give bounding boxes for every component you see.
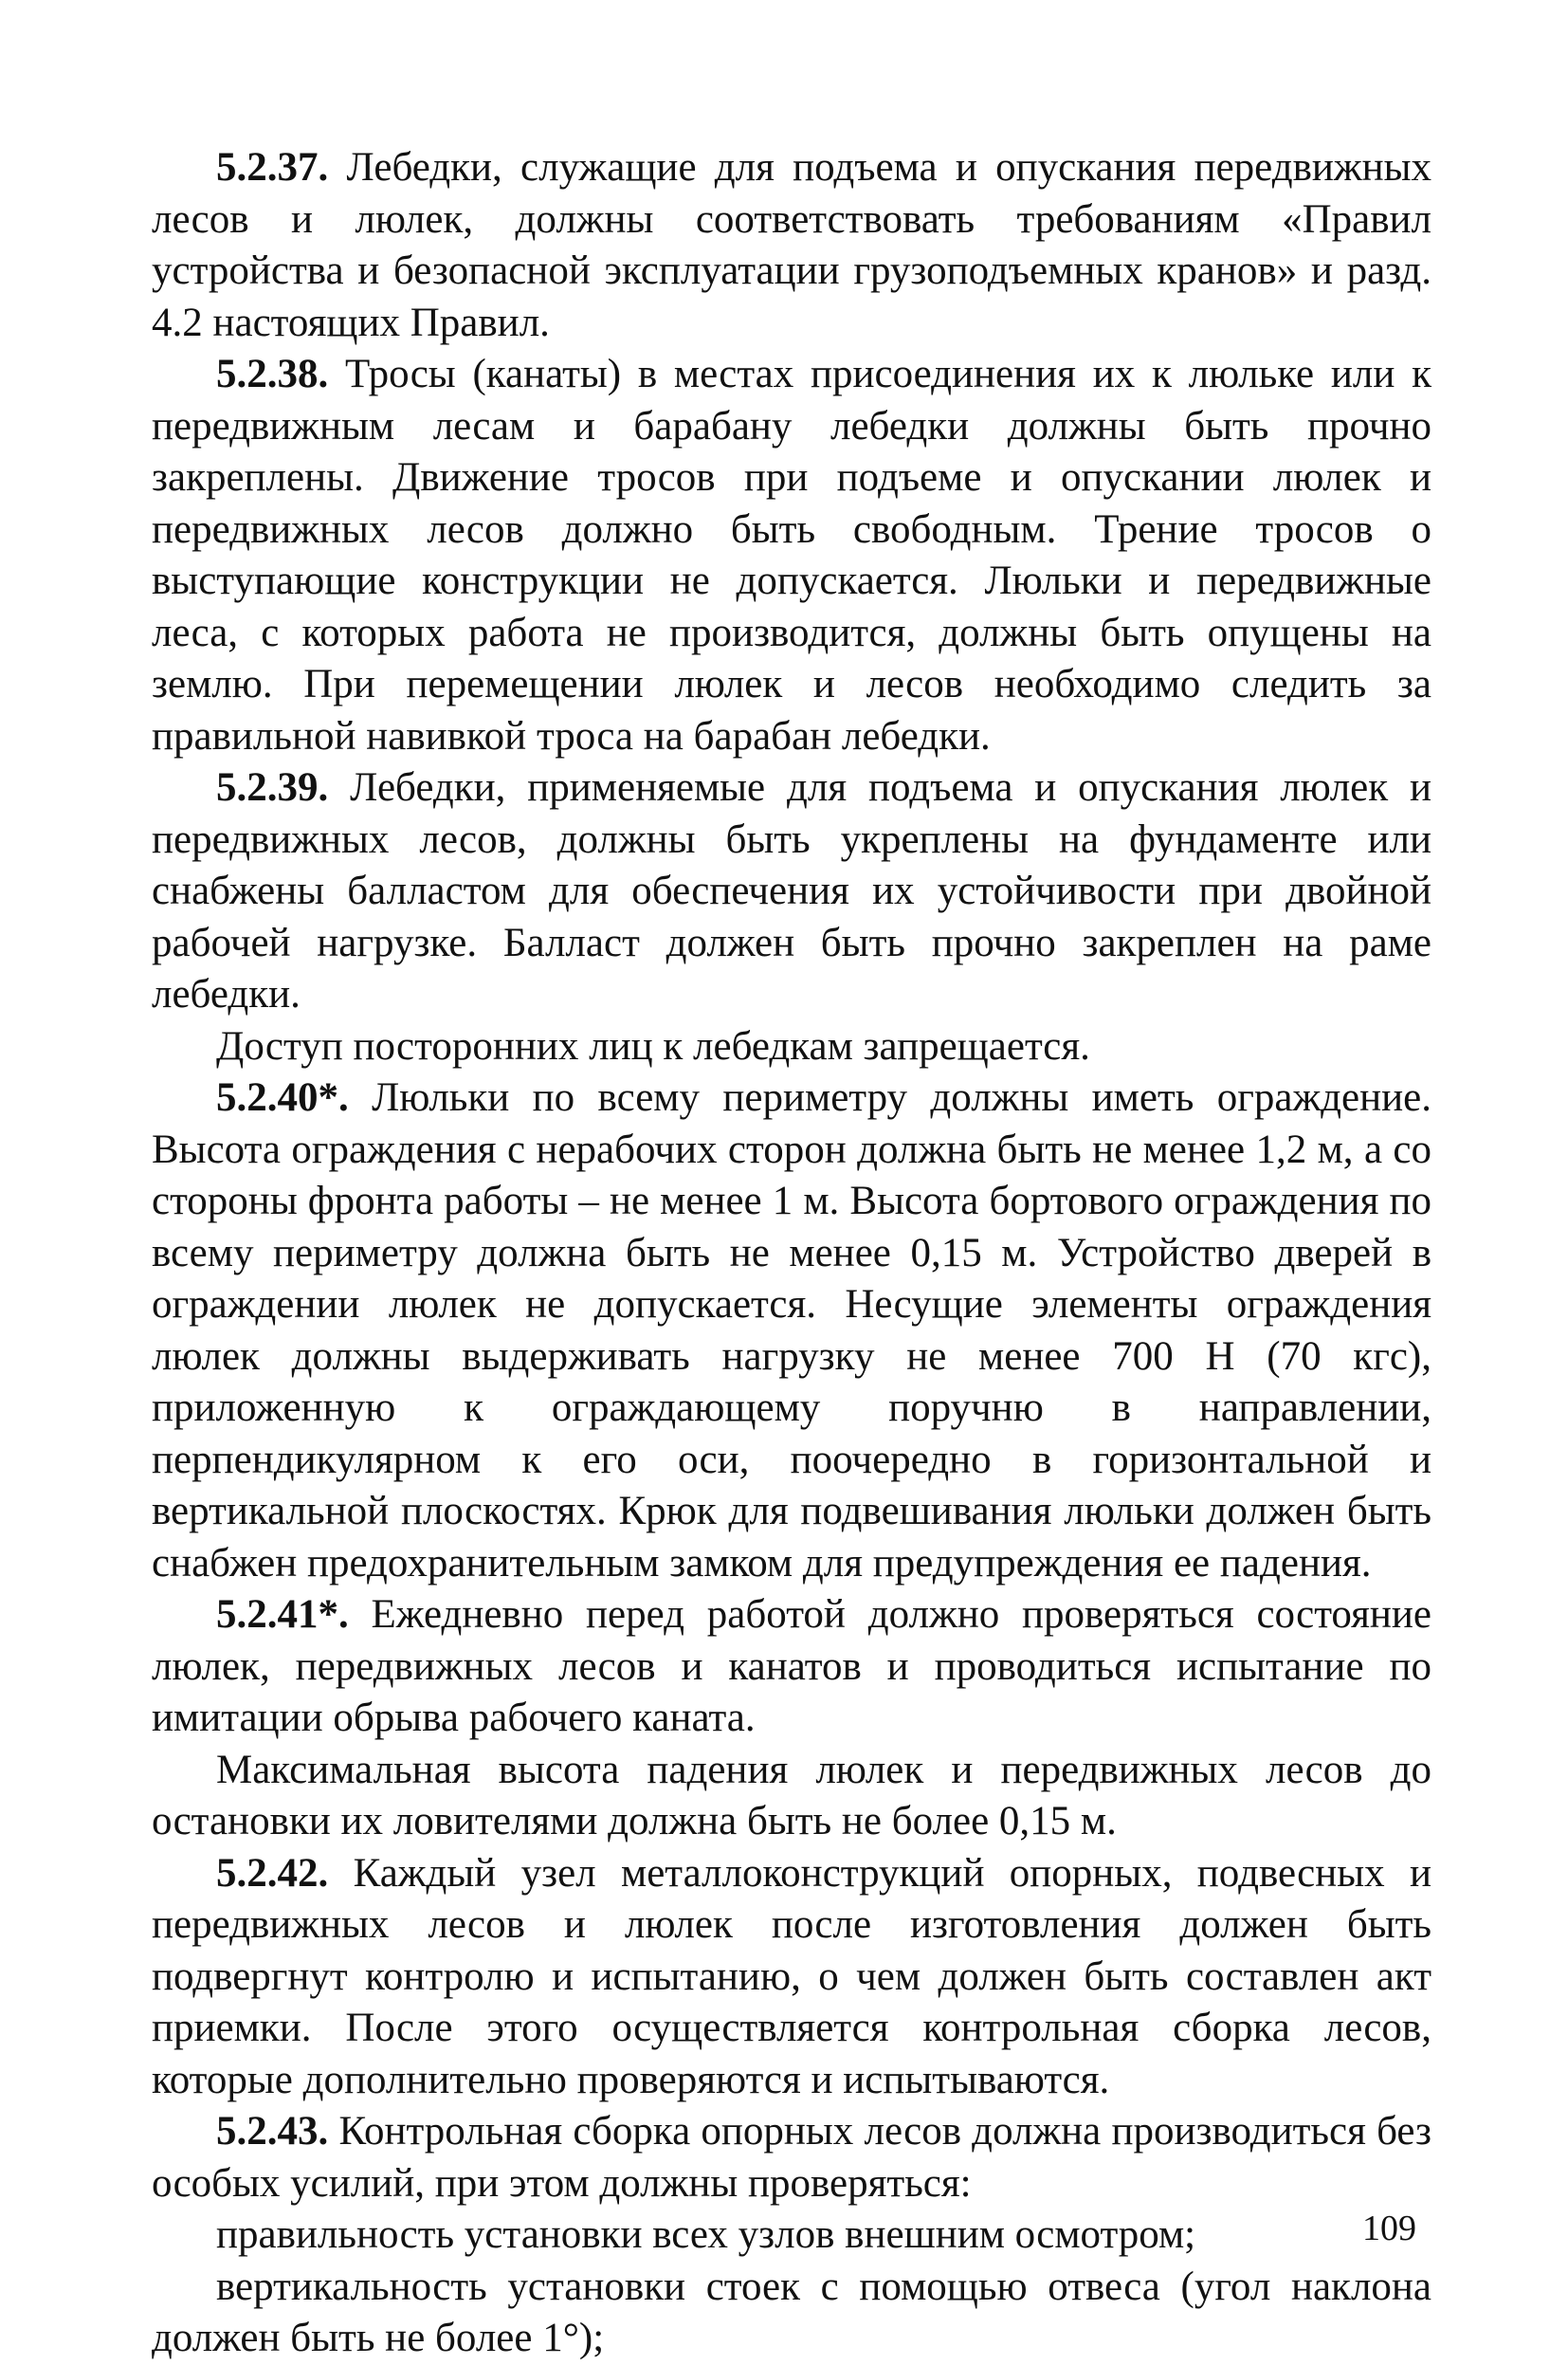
- clause-text: Лебедки, служащие для подъема и опускания передвижных лесов и люлек, должны соответствовать требованиям «Правил устройства и безопасной эксплуатации грузоподъемных кранов» и разд. 4.2 настоящих Правил.: [152, 145, 1431, 345]
- clause-text: Люльки по всему периметру должны иметь ограждение. Высота ограждения с нерабочих сторон должна быть не менее 1,2 м, а со стороны фронта работы – не менее 1 м. Высота бортового ограждения по всему периметру должна быть не менее 0,15 м. Устройство дверей в ограждении люлек не допускается. Несущие элементы ограждения люлек должны выдерживать нагрузку не менее 700 Н (70 кгс), приложенную к ограждающему поручню в направлении, перпендикулярном к его оси, поочередно в горизонтальной и вертикальной плоскостях. Крюк для подвешивания люльки должен быть снабжен предохранительным замком для предупреждения ее падения.: [152, 1075, 1431, 1586]
- clause-text: Каждый узел металлоконструкций опорных, подвесных и передвижных лесов и люлек после изготовления должен быть подвергнут контролю и испытанию, о чем должен быть составлен акт приемки. После этого осуществляется контрольная сборка лесов, которые дополнительно проверяются и испытываются.: [152, 1850, 1431, 2102]
- paragraph-5-2-40: [152, 1072, 1431, 1589]
- paragraph-check-nodes: [152, 2209, 1431, 2262]
- clause-number: 5.2.42.: [216, 1850, 329, 1896]
- paragraph-check-verticality: [152, 2262, 1431, 2365]
- paragraph-5-2-38: [152, 349, 1431, 762]
- paragraph-fall-height: [152, 1745, 1431, 1848]
- clause-number: 5.2.37.: [216, 145, 329, 190]
- paragraph-winch-access: [152, 1021, 1431, 1073]
- clause-number: 5.2.41*.: [216, 1592, 349, 1637]
- clause-number: 5.2.40*.: [216, 1075, 349, 1120]
- clause-text: вертикальность установки стоек с помощью отвеса (угол наклона должен быть не более 1°);: [152, 2264, 1431, 2360]
- clause-text: Максимальная высота падения люлек и передвижных лесов до остановки их ловителями должна быть не более 0,15 м.: [152, 1747, 1431, 1843]
- page-number: 109: [1362, 2209, 1416, 2248]
- clause-text: Тросы (канаты) в местах присоединения их к люльке или к передвижным лесам и барабану лебедки должны быть прочно закреплены. Движение тросов при подъеме и опускании люлек и передвижных лесов должно быть свободным. Трение тросов о выступающие конструкции не допускается. Люльки и передвижные леса, с которых работа не производится, должны быть опущены на землю. При перемещении люлек и лесов необходимо следить за правильной навивкой троса на барабан лебедки.: [152, 352, 1431, 759]
- clause-number: 5.2.39.: [216, 765, 329, 810]
- clause-text: Ежедневно перед работой должно проверяться состояние люлек, передвижных лесов и канатов и проводиться испытание по имитации обрыва рабочего каната.: [152, 1592, 1431, 1740]
- paragraph-5-2-39: [152, 762, 1431, 1021]
- paragraph-5-2-41: [152, 1589, 1431, 1745]
- clause-text: Лебедки, применяемые для подъема и опускания люлек и передвижных лесов, должны быть укреплены на фундаменте или снабжены балластом для обеспечения их устойчивости при двойной рабочей нагрузке. Балласт должен быть прочно закреплен на раме лебедки.: [152, 765, 1431, 1017]
- clause-text: Доступ посторонних лиц к лебедкам запрещается.: [216, 1023, 1090, 1069]
- clause-number: 5.2.38.: [216, 352, 329, 396]
- paragraph-5-2-42: [152, 1848, 1431, 2107]
- page-body: [152, 142, 1431, 2365]
- paragraph-5-2-43: [152, 2106, 1431, 2209]
- clause-text: Контрольная сборка опорных лесов должна производиться без особых усилий, при этом должны проверяться:: [152, 2109, 1431, 2206]
- paragraph-5-2-37: [152, 142, 1431, 349]
- clause-number: 5.2.43.: [216, 2109, 329, 2154]
- clause-text: правильность установки всех узлов внешним осмотром;: [216, 2212, 1196, 2257]
